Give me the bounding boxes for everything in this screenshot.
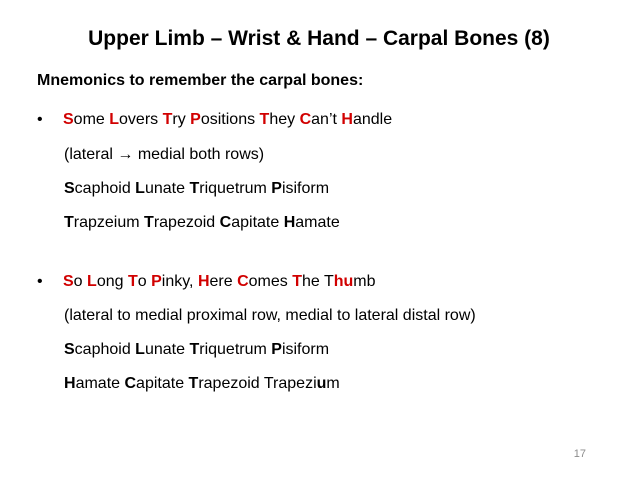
mnemonic-word [292, 273, 320, 290]
mnemonic-text: unate [144, 180, 185, 197]
mnemonic-letter: H [64, 375, 76, 392]
mnemonic-word [271, 180, 329, 197]
mnemonic-letter: L [135, 180, 145, 197]
mnemonic-letter: C [219, 214, 232, 231]
mnemonic-text: rapezoid [198, 375, 260, 392]
mnemonic-word [124, 375, 184, 392]
mnemonic-text: an’t [311, 111, 337, 128]
mnemonic-text: ry [172, 111, 186, 128]
mnemonic-text: overs [119, 111, 159, 128]
mnemonic-letter: P [190, 111, 201, 128]
mnemonic-text: he [302, 273, 320, 290]
mnemonic-text: ome [73, 111, 105, 128]
page-number: 17 [573, 448, 586, 460]
mnemonic-letter: T [127, 273, 138, 290]
mnemonic-text: isiform [281, 180, 330, 197]
mnemonic-letter: T [189, 180, 200, 197]
mnemonic-letter: T [144, 214, 154, 231]
mnemonic-word [189, 375, 260, 392]
mnemonic-text: inky, [161, 273, 194, 290]
mnemonic-letter: P [271, 180, 282, 197]
mnemonic-word [135, 180, 185, 197]
mnemonic-letter: u [316, 375, 327, 392]
bullet-2: • [37, 273, 43, 290]
mnemonic-letter: T [259, 111, 270, 128]
mnemonic-1-distal-row [64, 213, 340, 233]
mnemonic-word [64, 214, 140, 231]
mnemonic-text: andle [352, 111, 393, 128]
mnemonic-text: rapezoid [153, 214, 216, 231]
mnemonic-letter: S [64, 341, 75, 358]
mnemonic-1-words [63, 111, 392, 128]
mnemonic-letter: T [189, 341, 200, 358]
mnemonic-text: ere [209, 273, 233, 290]
bullet-1: • [37, 111, 43, 128]
mnemonic-letter: S [64, 180, 75, 197]
mnemonic-letter: H [197, 273, 210, 290]
mnemonic-text: apitate [231, 214, 280, 231]
mnemonic-word [300, 111, 337, 128]
mnemonic-word [220, 214, 280, 231]
mnemonic-text: riquetrum [199, 341, 267, 358]
mnemonic-text: T [323, 273, 334, 290]
mnemonic-2-note: (lateral to medial proximal row, medial to lateral distal row) [64, 307, 476, 324]
mnemonic-letter: S [63, 273, 74, 290]
mnemonic-word [271, 341, 329, 358]
mnemonics-heading: Mnemonics to remember the carpal bones: [37, 72, 364, 89]
mnemonic-word [190, 111, 255, 128]
mnemonic-letter: C [299, 111, 312, 128]
mnemonic-text: hey [269, 111, 296, 128]
mnemonic-text: o [137, 273, 147, 290]
mnemonic-text: unate [144, 341, 185, 358]
mnemonic-word [237, 273, 288, 290]
mnemonic-text: caphoid [74, 341, 131, 358]
mnemonic-word [264, 375, 340, 392]
mnemonic-letter: P [271, 341, 282, 358]
mnemonic-text: riquetrum [199, 180, 267, 197]
mnemonic-letter: T [292, 273, 303, 290]
mnemonic-letter: C [237, 273, 249, 290]
mnemonic-letter: H [341, 111, 353, 128]
mnemonic-word [64, 180, 131, 197]
mnemonic-text: rapezi [273, 375, 317, 392]
mnemonic-2-proximal-row [64, 340, 329, 360]
mnemonic-letter: hu [333, 273, 354, 290]
mnemonic-text: omes [248, 273, 288, 290]
mnemonic-word [135, 341, 185, 358]
mnemonic-text: ong [96, 273, 124, 290]
mnemonic-word [341, 111, 392, 128]
mnemonic-letter: P [151, 273, 162, 290]
mnemonic-word [198, 273, 233, 290]
mnemonic-word [64, 375, 120, 392]
mnemonic-word [163, 111, 186, 128]
mnemonic-text: amate [75, 375, 121, 392]
mnemonic-word [151, 273, 193, 290]
mnemonic-text: caphoid [74, 180, 131, 197]
mnemonic-word [260, 111, 296, 128]
mnemonic-text: ositions [200, 111, 256, 128]
mnemonic-text: T [263, 375, 274, 392]
mnemonic-word [64, 341, 131, 358]
mnemonic-text: o [73, 273, 83, 290]
mnemonic-text: apitate [136, 375, 185, 392]
mnemonic-1-note-suffix: medial both rows) [137, 146, 265, 163]
mnemonic-1-phrase [37, 110, 392, 130]
slide-title: Upper Limb – Wrist & Hand – Carpal Bones (8) [88, 27, 550, 50]
mnemonic-word [284, 214, 340, 231]
mnemonic-2-phrase [37, 272, 376, 292]
mnemonic-letter: S [63, 111, 74, 128]
mnemonic-letter: T [188, 375, 199, 392]
mnemonic-word [128, 273, 147, 290]
mnemonic-letter: H [283, 214, 296, 231]
mnemonic-letter: T [162, 111, 173, 128]
mnemonic-text: rapzeium [73, 214, 140, 231]
mnemonic-1-note-prefix: (lateral [64, 146, 113, 163]
mnemonic-text: m [326, 375, 340, 392]
mnemonic-letter: L [109, 111, 120, 128]
mnemonic-2-distal-row [64, 374, 340, 394]
mnemonic-word [63, 273, 83, 290]
mnemonic-letter: L [135, 341, 145, 358]
mnemonic-word [189, 341, 266, 358]
mnemonic-1-proximal-row [64, 179, 329, 199]
mnemonic-2-words [63, 273, 376, 290]
mnemonic-letter: C [124, 375, 137, 392]
mnemonic-word [324, 273, 376, 290]
mnemonic-word [144, 214, 215, 231]
mnemonic-text: isiform [281, 341, 330, 358]
mnemonic-word [109, 111, 158, 128]
mnemonic-word [189, 180, 266, 197]
mnemonic-text: mb [353, 273, 376, 290]
mnemonic-word [87, 273, 123, 290]
mnemonic-1-note [64, 145, 264, 165]
arrow-right-icon: → [117, 146, 134, 163]
mnemonic-letter: L [87, 273, 97, 290]
mnemonic-text: amate [295, 214, 340, 231]
mnemonic-word [63, 111, 105, 128]
mnemonic-letter: T [64, 214, 74, 231]
